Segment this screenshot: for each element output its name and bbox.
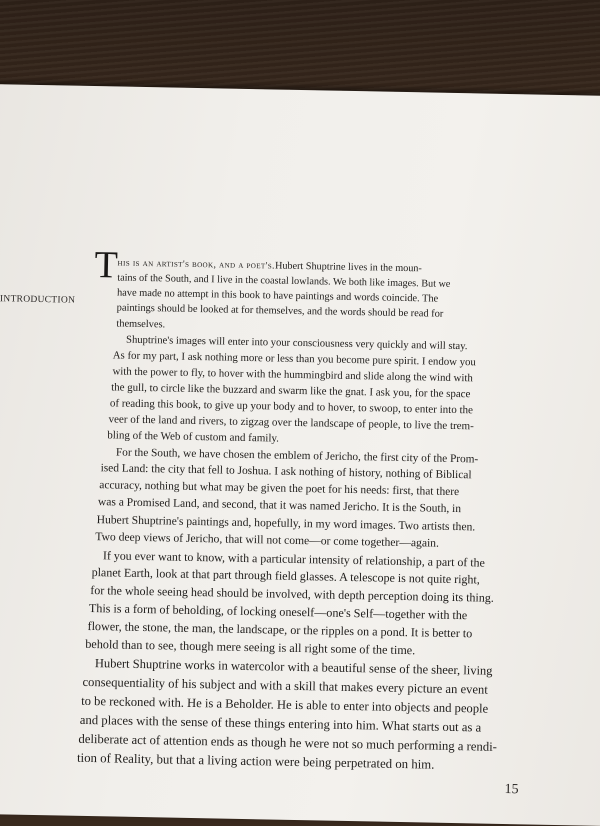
text-line: Hubert Shuptrine lives in the moun- [274,260,422,275]
text-line: Hubert Shuptrine works in watercolor with a beautiful sense of the sheer, living [94,656,493,678]
text-line: Hubert Shuptrine's paintings and, hopefully, in my word images. Two artists then. [96,513,476,534]
text-line: accuracy, nothing but what may be given the poet for his needs: first, that there [99,479,460,499]
page-number: 15 [504,782,519,798]
opening-small-caps: his is an artist's book, and a poet's. [117,257,275,272]
text-line: tains of the South, and I live in the coastal lowlands. We both like images. But we [117,272,451,290]
text-line: with the power to fly, to hover with the hummingbird and slide along the wind with [112,365,473,385]
text-line: As for my part, I ask nothing more or less than you become pure spirit. I endow you [112,349,476,369]
text-line: the gull, to circle like the buzzard and swarm like the gnat. I ask you, for the space [111,381,471,401]
text-line: For the South, we have chosen the emblem of Jericho, the first city of the Prom- [115,446,479,466]
text-line: themselves. [116,318,166,331]
text-line: behold than to see, though mere seeing is all right some of the time. [85,636,416,658]
text-line: veer of the land and rivers, to zigzag over the landscape of people, to live the trem- [108,413,474,433]
text-line: to be reckoned with. He is a Beholder. He is able to enter into objects and people [81,693,489,716]
text-line: of reading this book, to give up your body and to hover, to swoop, to enter into the [109,397,474,417]
text-line: flower, the stone, the man, the landscape, or the ripples on a pond. It is better to [87,618,473,641]
book-page [0,84,600,826]
text-line: and places with the sense of these things entering into him. What starts out as a [79,712,482,735]
text-line: was a Promised Land, and second, that it was named Jericho. It is the South, in [97,496,462,516]
section-label: INTRODUCTION [0,294,76,306]
text-line: consequentiality of his subject and with a skill that makes every picture an event [82,674,488,697]
text-line: Two deep views of Jericho, that will not come—or come together—again. [95,530,440,550]
text-line: bling of the Web of custom and family. [107,429,280,445]
text-line: planet Earth, look at that part through field glasses. A telescope is not quite right, [91,565,480,587]
text-line: paintings should be looked at for themselves, and the words should be read for [116,302,444,320]
text-line: tion of Reality, but that a living action were being perpetrated on him. [76,750,435,772]
text-line: deliberate act of attention ends as though he were not so much performing a rendi- [78,731,498,754]
drop-cap: T [94,244,119,287]
text-line: Shuptrine's images will enter into your consciousness very quickly and will stay. [126,334,468,353]
text-line: ised Land: the city that fell to Joshua. I ask nothing of history, nothing of Biblical [100,462,472,482]
text-line: for the whole seeing head should be involved, with depth perception doing its thing. [90,583,494,605]
text-line: This is a form of beholding, of locking oneself—one's Self—together with the [88,600,468,623]
text-line: If you ever want to know, with a particular intensity of relationship, a part of the [102,548,485,570]
text-line: have made no attempt in this book to have paintings and words coincide. The [116,287,439,305]
